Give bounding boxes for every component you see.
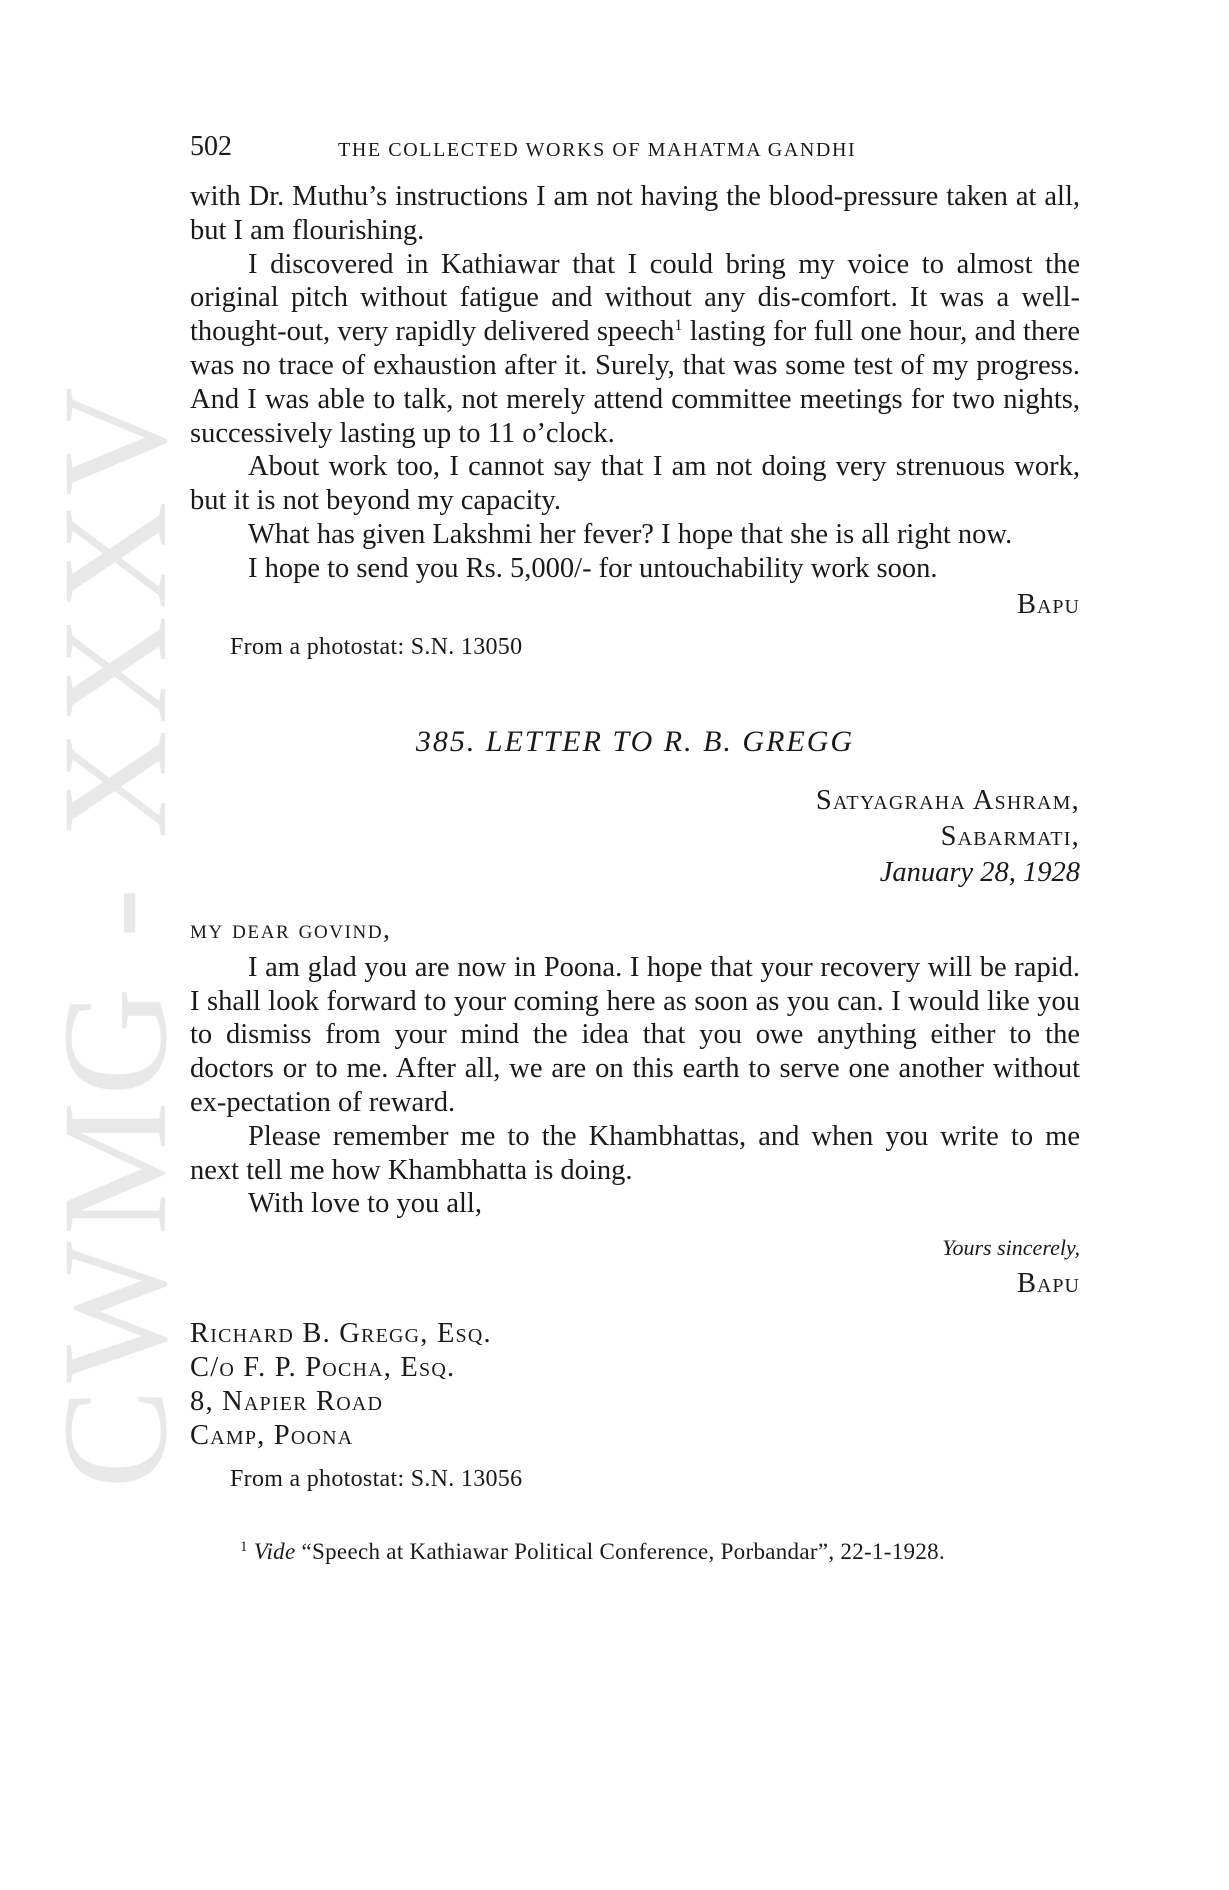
running-head <box>190 130 1080 164</box>
closing: Yours sincerely, <box>942 1235 1080 1261</box>
paragraph: About work too, I cannot say that I am not doing very strenuous work, but it is not beyond my capacity. <box>190 451 1080 517</box>
watermark-text: CWMG - XXXV <box>32 381 198 1489</box>
paragraph: Please remember me to the Khambhattas, and when you write to me next tell me how Khambhatta is doing. <box>190 1120 1080 1186</box>
address-line: Satyagraha Ashram, <box>815 784 1080 816</box>
page-number: 502 <box>190 131 232 162</box>
letter-body <box>190 951 1080 1221</box>
paragraph <box>190 248 1080 451</box>
letter-heading: 385. LETTER TO R. B. GREGG <box>415 725 855 759</box>
previous-letter-continuation <box>190 180 1080 665</box>
recipient-line: C/o F. P. Pocha, Esq. <box>190 1351 456 1383</box>
salutation: my dear govind, <box>190 913 392 944</box>
source-note: From a photostat: S.N. 13050 <box>230 634 523 661</box>
paragraph: with Dr. Muthu’s instructions I am not having the blood-pressure taken at all, but I am flourishing. <box>190 181 1080 246</box>
signature: Bapu <box>1016 588 1080 620</box>
footnote <box>240 1531 1080 1569</box>
footnote-number: 1 <box>240 1538 248 1555</box>
page <box>190 130 1080 1568</box>
recipient-line: Richard B. Gregg, Esq. <box>190 1317 492 1349</box>
footnote-vide: Vide <box>253 1538 296 1564</box>
address-line: Sabarmati, <box>940 820 1080 852</box>
sender-address <box>190 783 1080 891</box>
running-title: THE COLLECTED WORKS OF MAHATMA GANDHI <box>338 139 857 161</box>
signature: Bapu <box>1016 1267 1080 1299</box>
paragraph: With love to you all, <box>248 1188 482 1220</box>
paragraph: What has given Lakshmi her fever? I hope that she is all right now. <box>248 518 1013 550</box>
recipient-line: Camp, Poona <box>190 1419 354 1451</box>
recipient-line: 8, Napier Road <box>190 1385 384 1417</box>
footnote-marker[interactable]: 1 <box>674 317 683 335</box>
paragraph-text: lasting for full one hour, and there was no trace of exhaustion after it. Surely, that was some test of my progress. And I was able to talk, not merely attend committee meetings for two nights, successively lasting up to 11 o’clock. <box>190 316 1081 449</box>
source-note: From a photostat: S.N. 13056 <box>230 1465 523 1492</box>
paragraph-text: I discovered in Kathiawar that I could bring my voice to almost the original pitch without fatigue and without any dis-comfort. It was a well-thought-out, very rapidly delivered speech <box>190 248 1080 348</box>
paragraph: I hope to send you Rs. 5,000/- for untouchability work soon. <box>248 552 938 584</box>
recipient-address <box>190 1317 1080 1453</box>
letter-date: January 28, 1928 <box>879 856 1080 888</box>
paragraph: I am glad you are now in Poona. I hope that your recovery will be rapid. I shall look forward to your coming here as soon as you can. I would like you to dismiss from your mind the idea that you owe anything either to the doctors or to me. After all, we are on this earth to serve one another without ex-pectation of reward. <box>190 951 1080 1118</box>
footnote-text: “Speech at Kathiawar Political Conference, Porbandar”, 22-1-1928. <box>301 1538 945 1564</box>
